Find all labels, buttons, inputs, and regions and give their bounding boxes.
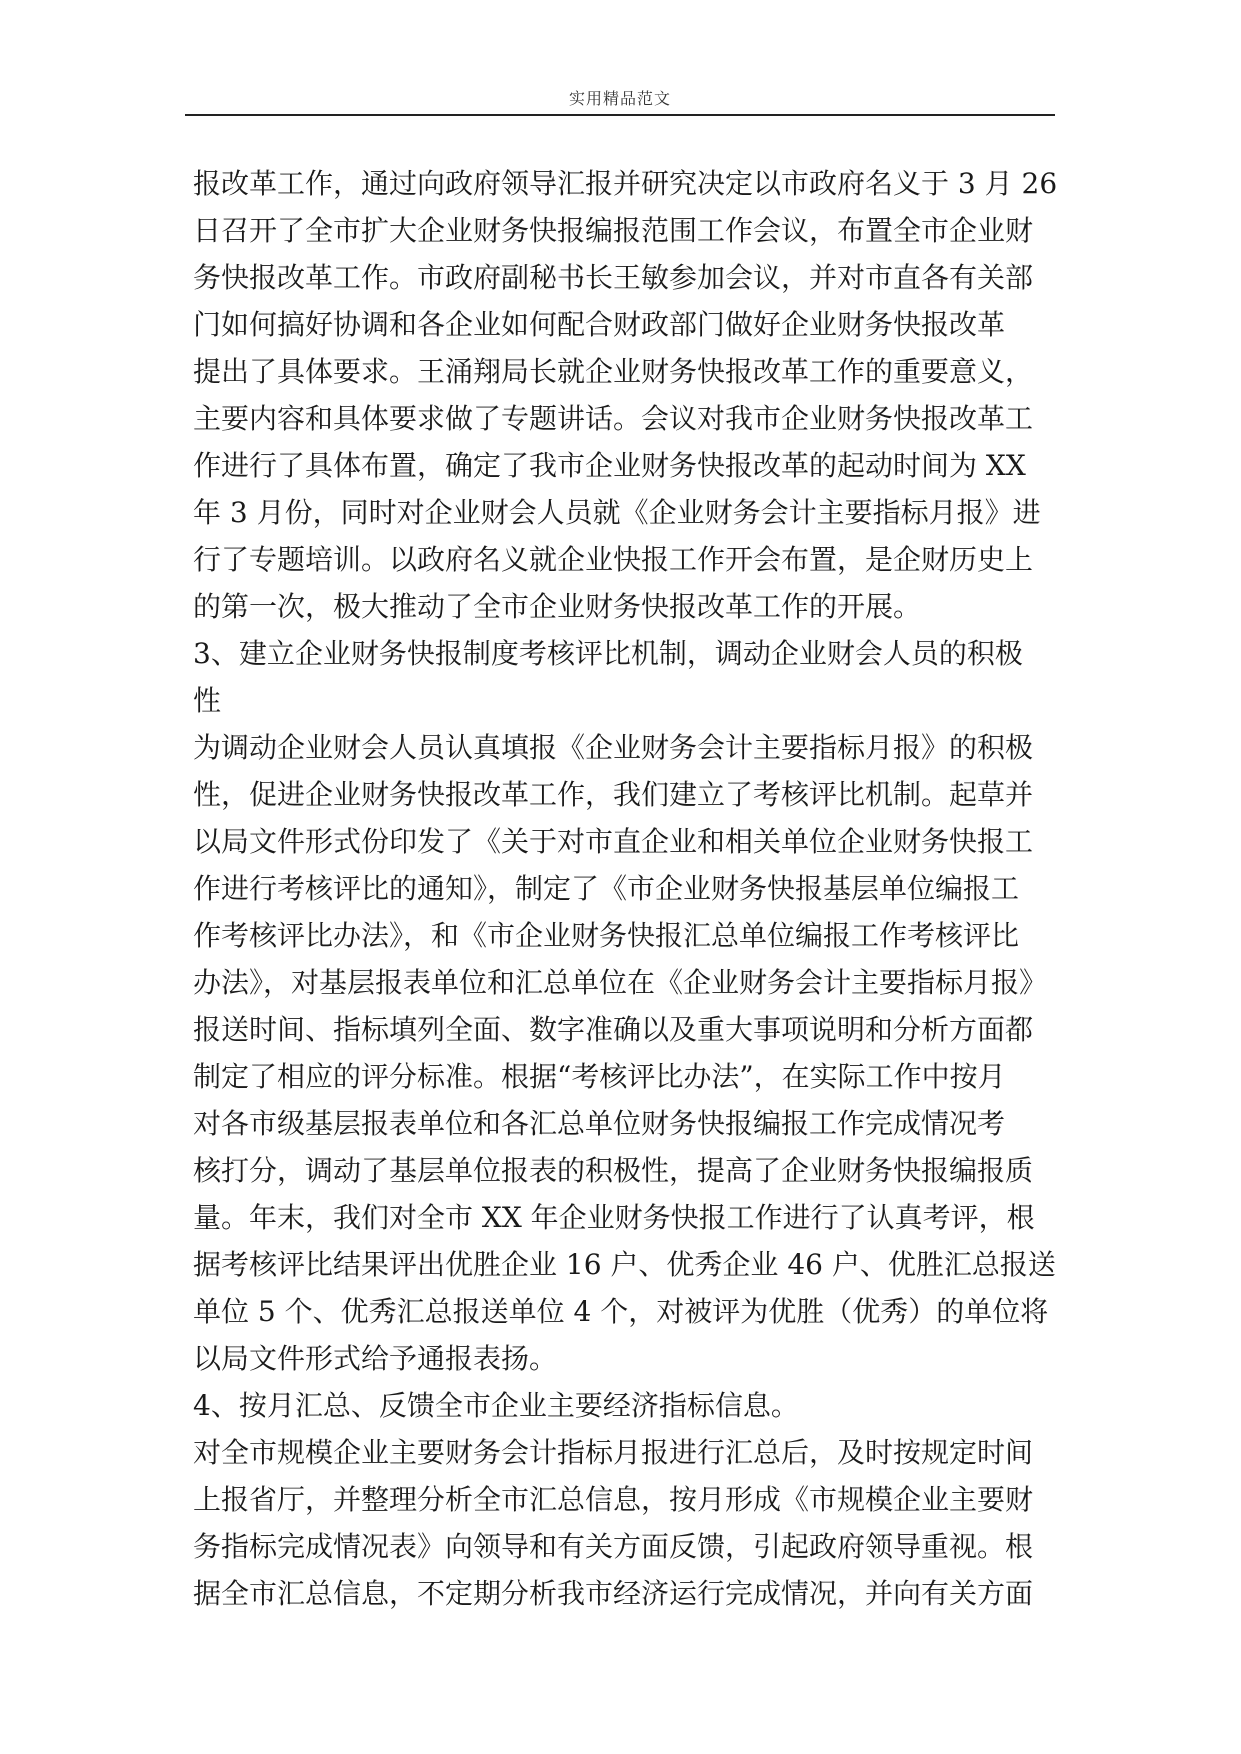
text-line: 据全市汇总信息，不定期分析我市经济运行完成情况，并向有关方面 bbox=[193, 1577, 1034, 1610]
text-line: 作进行了具体布置，确定了我市企业财务快报改革的起动时间为 XX bbox=[193, 449, 1026, 482]
text-line: 报送时间、指标填列全面、数字准确以及重大事项说明和分析方面都 bbox=[193, 1013, 1034, 1046]
text-line: 门如何搞好协调和各企业如何配合财政部门做好企业财务快报改革 bbox=[193, 308, 1006, 341]
text-line: 主要内容和具体要求做了专题讲话。会议对我市企业财务快报改革工 bbox=[193, 402, 1034, 435]
document-body bbox=[193, 160, 1058, 1617]
text-line: 据考核评比结果评出优胜企业 16 户、优秀企业 46 户、优胜汇总报送 bbox=[193, 1248, 1056, 1281]
section-heading-3: 3、建立企业财务快报制度考核评比机制，调动企业财会人员的积极 bbox=[193, 637, 1023, 670]
text-line: 性，促进企业财务快报改革工作，我们建立了考核评比机制。起草并 bbox=[193, 778, 1034, 811]
text-line: 作进行考核评比的通知》，制定了《市企业财务快报基层单位编报工 bbox=[193, 872, 1020, 905]
text-line: 年 3 月份，同时对企业财会人员就《企业财务会计主要指标月报》进 bbox=[193, 496, 1041, 529]
text-line: 核打分，调动了基层单位报表的积极性，提高了企业财务快报编报质 bbox=[193, 1154, 1034, 1187]
text-line: 行了专题培训。以政府名义就企业快报工作开会布置，是企财历史上 bbox=[193, 543, 1034, 576]
text-line: 上报省厅，并整理分析全市汇总信息，按月形成《市规模企业主要财 bbox=[193, 1483, 1034, 1516]
text-line: 以局文件形式给予通报表扬。 bbox=[193, 1342, 558, 1375]
text-line: 对全市规模企业主要财务会计指标月报进行汇总后，及时按规定时间 bbox=[193, 1436, 1034, 1469]
header-divider bbox=[185, 114, 1055, 116]
text-line: 务快报改革工作。市政府副秘书长王敏参加会议，并对市直各有关部 bbox=[193, 261, 1034, 294]
text-line: 作考核评比办法》，和《市企业财务快报汇总单位编报工作考核评比 bbox=[193, 919, 1020, 952]
text-line: 的第一次，极大推动了全市企业财务快报改革工作的开展。 bbox=[193, 590, 922, 623]
text-line: 单位 5 个、优秀汇总报送单位 4 个，对被评为优胜（优秀）的单位将 bbox=[193, 1295, 1049, 1328]
text-line: 量。年末，我们对全市 XX 年企业财务快报工作进行了认真考评，根 bbox=[193, 1201, 1035, 1234]
text-line: 对各市级基层报表单位和各汇总单位财务快报编报工作完成情况考 bbox=[193, 1107, 1006, 1140]
section-heading-4: 4、按月汇总、反馈全市企业主要经济指标信息。 bbox=[193, 1389, 799, 1422]
text-line: 务指标完成情况表》向领导和有关方面反馈，引起政府领导重视。根 bbox=[193, 1530, 1034, 1563]
text-line: 制定了相应的评分标准。根据“考核评比办法”，在实际工作中按月 bbox=[193, 1060, 1006, 1093]
text-line: 报改革工作，通过向政府领导汇报并研究决定以市政府名义于 3 月 26 bbox=[193, 167, 1058, 200]
page-header: 实用精品范文 bbox=[568, 89, 671, 108]
text-line: 办法》，对基层报表单位和汇总单位在《企业财务会计主要指标月报》 bbox=[193, 966, 1048, 999]
text-line: 提出了具体要求。王涌翔局长就企业财务快报改革工作的重要意义， bbox=[193, 355, 1034, 388]
text-line: 为调动企业财会人员认真填报《企业财务会计主要指标月报》的积极 bbox=[193, 731, 1034, 764]
text-line: 日召开了全市扩大企业财务快报编报范围工作会议，布置全市企业财 bbox=[193, 214, 1034, 247]
section-heading-3-cont: 性 bbox=[193, 684, 222, 717]
text-line: 以局文件形式份印发了《关于对市直企业和相关单位企业财务快报工 bbox=[193, 825, 1034, 858]
